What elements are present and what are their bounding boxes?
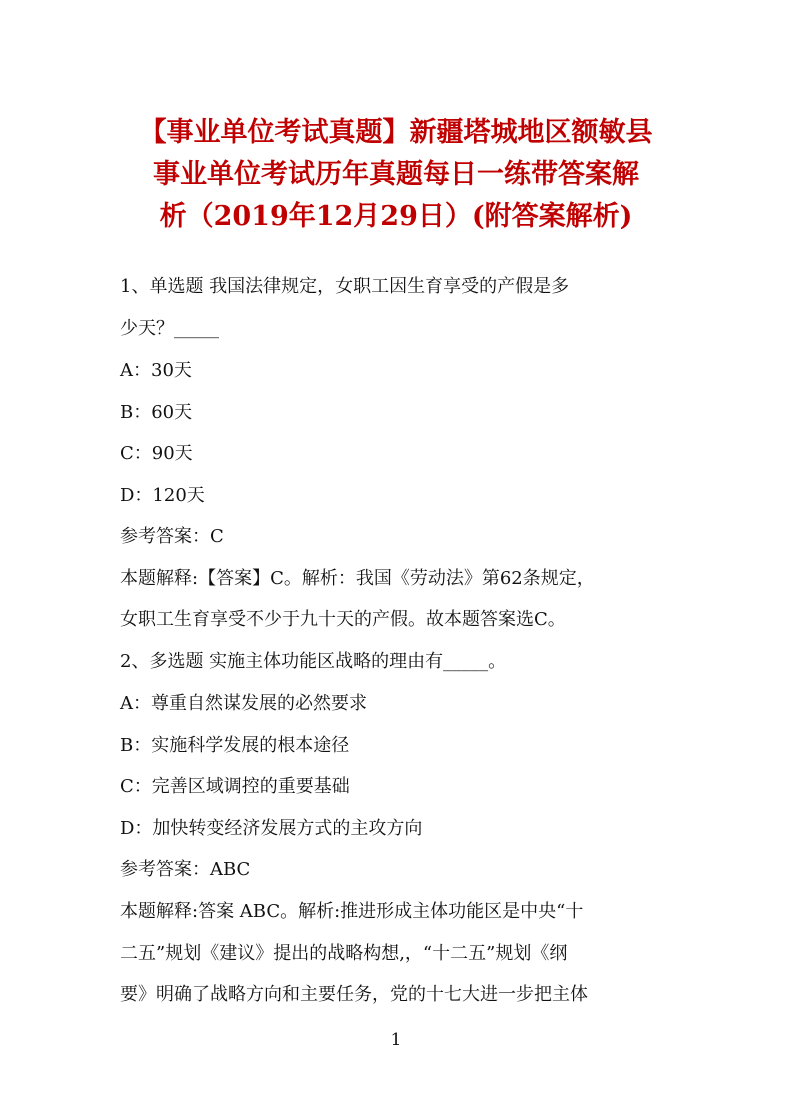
option-b: B：实施科学发展的根本途径 <box>120 735 350 756</box>
question-stem: 1、单选题 我国法律规定，女职工因生育享受的产假是多 <box>120 276 570 297</box>
page-number: 1 <box>390 1030 402 1050</box>
option-d: D：120天 <box>120 485 205 506</box>
explanation-line: 本题解释:答案 ABC。解析:推进形成主体功能区是中央“十 <box>120 901 584 922</box>
question-stem-continued: 少天？_____ <box>120 318 219 339</box>
reference-answer: 参考答案：C <box>120 526 224 547</box>
title-line-2: 事业单位考试历年真题每日一练带答案解 <box>153 159 639 190</box>
explanation-line: 二五”规划《建议》提出的战略构想,，“十二五”规划《纲 <box>120 943 568 964</box>
explanation-line: 本题解释:【答案】C。解析：我国《劳动法》第62条规定， <box>120 568 595 589</box>
title-line-3: 析（2019年12月29日）(附答案解析) <box>159 201 633 232</box>
explanation-line: 女职工生育享受不少于九十天的产假。故本题答案选C。 <box>120 609 566 630</box>
option-c: C：90天 <box>120 443 193 464</box>
option-d: D：加快转变经济发展方式的主攻方向 <box>120 818 423 839</box>
option-b: B：60天 <box>120 402 193 423</box>
option-c: C：完善区域调控的重要基础 <box>120 776 350 797</box>
reference-answer: 参考答案：ABC <box>120 859 251 880</box>
explanation-line: 要》明确了战略方向和主要任务，党的十七大进一步把主体 <box>120 984 588 1005</box>
option-a: A：尊重自然谋发展的必然要求 <box>120 693 367 714</box>
option-a: A：30天 <box>120 360 192 381</box>
title-line-1: 【事业单位考试真题】新疆塔城地区额敏县 <box>139 117 653 148</box>
question-stem: 2、多选题 实施主体功能区战略的理由有_____。 <box>120 651 507 672</box>
